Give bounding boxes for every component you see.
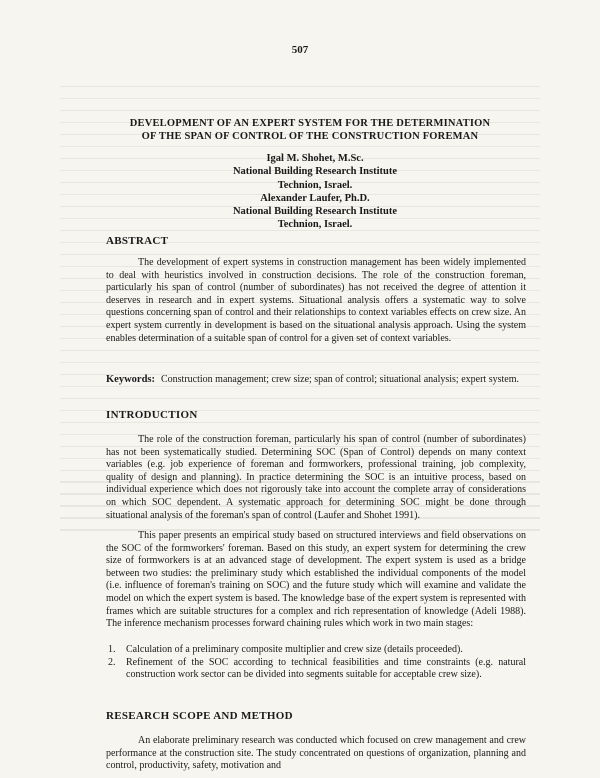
author-2-name: Alexander Laufer, Ph.D. [260, 192, 370, 204]
keywords [106, 374, 526, 387]
list-item [106, 644, 526, 657]
author-block [150, 152, 480, 232]
author-2-institution: Technion, Israel. [277, 219, 353, 231]
list-item-number: 1. [108, 644, 116, 655]
list-item [106, 657, 526, 682]
stage-list [106, 644, 526, 682]
introduction-paragraph-2: This paper presents an empirical study based on structured interviews and field observations on the SOC of the formworkers' foreman. Based on this study, an expert system for determining the crew size of formworkers is at an advanced stage of development. The expert system is used as a bridge between two studies: the preliminary study which established the individual components of the model (i.e. influence of foreman's training on SOC) and the future study which will examine and validate the model on which the expert system is based. The knowledge base of the expert system is represented with frames which are suitable structures for a complex and rich representation of knowledge (Adeli 1988). The inference mechanism processes forward chaining rules which work in two main stages: [106, 530, 526, 630]
paper-title [95, 117, 525, 143]
author-2-affiliation: National Building Research Institute [232, 206, 398, 218]
list-item-text: Calculation of a preliminary composite multiplier and crew size (details proceeded). [126, 644, 463, 655]
keywords-text: Construction management; crew size; span of control; situational analysis; expert system. [161, 374, 519, 385]
page-number: 507 [291, 44, 309, 56]
title-line-2: OF THE SPAN OF CONTROL OF THE CONSTRUCTION FOREMAN [141, 131, 479, 142]
author-1-name: Igal M. Shohet, M.Sc. [266, 153, 364, 164]
introduction-paragraph-1: The role of the construction foreman, particularly his span of control (number of subordinates) has not been systematically studied. Determining SOC (Span of Control) depends on many context variables (e.g. job experience of foreman and formworkers, professional training, job complexity, quality of design and planning). In practice determining the SOC is an intuitive process, based on individual experience which does not rigorously take into account the complete array of considerations on which SOC dependent. A systematic approach for determining SOC might be done through situational analysis of the foreman's span of control (Laufer and Shohet 1991). [106, 434, 526, 521]
introduction-heading: INTRODUCTION [106, 409, 198, 421]
abstract-heading: ABSTRACT [106, 235, 169, 247]
list-item-text: Refinement of the SOC according to technical feasibilities and time constraints (e.g. natural construction work sector can be divided into segments suitable for acceptable crew size). [126, 656, 526, 681]
title-line-1: DEVELOPMENT OF AN EXPERT SYSTEM FOR THE DETERMINATION [129, 118, 491, 129]
author-1-institution: Technion, Israel. [277, 179, 353, 191]
author-1-affiliation: National Building Research Institute [232, 166, 398, 178]
abstract-text: The development of expert systems in construction management has been widely implemented to deal with heuristics involved in construction decisions. The role of the construction foreman, particularly his span of control (number of subordinates) has not received the degree of attention it deserves in research and in expert systems. Situational analysis offers a systematic way to solve questions concerning span of control and their relationships to context variables effects on crew size. An expert system currently in development is based on the situational analysis approach. Using the system enables determination of a suitable span of control for a given set of context variables. [106, 257, 526, 344]
research-heading: RESEARCH SCOPE AND METHOD [106, 710, 293, 722]
keywords-label: Keywords: [106, 374, 155, 385]
research-paragraph-1: An elaborate preliminary research was conducted which focused on crew management and crew performance at the construction site. The study concentrated on questions of organization, planning and control, productivity, safety, motivation and [106, 735, 526, 772]
list-item-number: 2. [108, 656, 116, 668]
